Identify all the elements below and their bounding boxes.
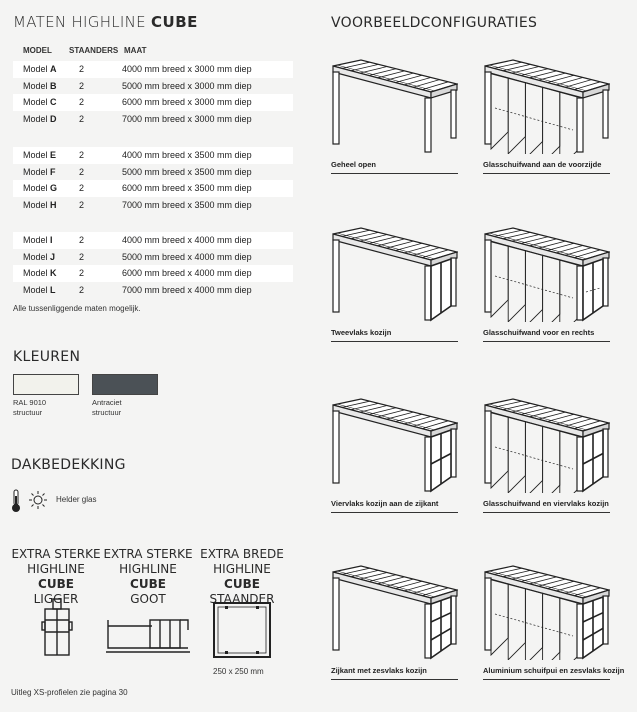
title-brand: CUBE: [151, 13, 198, 31]
model-table-group-3: [13, 232, 293, 298]
table-row: Model F 2 5000 mm breed x 3500 mm diep: [13, 164, 293, 181]
table-row: Model L 2 7000 mm breed x 4000 mm diep: [13, 282, 293, 299]
config-divider: [483, 512, 610, 513]
header-model: MODEL: [23, 46, 52, 55]
goot-profile-drawing: [104, 616, 192, 654]
model-table-group-1: [13, 61, 293, 127]
ligger-profile-drawing: [40, 598, 74, 658]
config-drawing-front-right-glass: [483, 226, 610, 322]
table-row: Model J 2 5000 mm breed x 4000 mm diep: [13, 249, 293, 266]
configs-title: VOORBEELDCONFIGURATIES: [331, 15, 538, 31]
title-prefix: MATEN HIGHLINE: [13, 13, 146, 31]
config-divider: [483, 341, 610, 342]
config-caption: Zijkant met zesvlaks kozijn: [331, 666, 427, 675]
config-drawing-side-6: [331, 564, 458, 660]
config-caption: Geheel open: [331, 160, 377, 169]
table-row: Model E 2 4000 mm breed x 3500 mm diep: [13, 147, 293, 164]
color-swatch-white: [13, 374, 79, 395]
table-row: Model B 2 5000 mm breed x 3000 mm diep: [13, 78, 293, 95]
profile-title-ligger: EXTRA STERKE HIGHLINE CUBE LIGGER: [11, 547, 101, 606]
table-row: Model D 2 7000 mm breed x 3000 mm diep: [13, 111, 293, 128]
staander-profile-drawing: [212, 601, 272, 659]
profile-title-staander: EXTRA BREDE HIGHLINE CUBE STAANDER: [200, 547, 284, 606]
config-divider: [483, 679, 610, 680]
config-drawing-side-4: [331, 397, 458, 493]
color-label-white: RAL 9010 structuur: [13, 398, 47, 417]
table-row: Model G 2 6000 mm breed x 3500 mm diep: [13, 180, 293, 197]
thermometer-icon: [10, 489, 22, 513]
footer-note: Uitleg XS-profielen zie pagina 30: [11, 688, 128, 697]
config-caption: Tweevlaks kozijn: [331, 328, 392, 337]
config-drawing-front-glass: [483, 58, 610, 154]
config-caption: Glasschuifwand aan de voorzijde: [483, 160, 602, 169]
dak-label: Helder glas: [56, 495, 97, 504]
sizes-note: Alle tussenliggende maten mogelijk.: [13, 304, 141, 313]
dakbedekking-title: DAKBEDEKKING: [11, 457, 126, 473]
table-row: Model C 2 6000 mm breed x 3000 mm diep: [13, 94, 293, 111]
config-caption: Aluminium schuifpui en zesvlaks kozijn: [483, 666, 625, 675]
config-caption: Glasschuifwand voor en rechts: [483, 328, 595, 337]
config-caption: Viervlaks kozijn aan de zijkant: [331, 499, 439, 508]
table-row: Model K 2 6000 mm breed x 4000 mm diep: [13, 265, 293, 282]
config-drawing-front-side4: [483, 397, 610, 493]
config-caption: Glasschuifwand en viervlaks kozijn: [483, 499, 609, 508]
page-title: [13, 13, 198, 31]
color-label-anthracite: Antraciet structuur: [92, 398, 122, 417]
config-divider: [331, 173, 458, 174]
model-table-group-2: [13, 147, 293, 213]
config-divider: [483, 173, 610, 174]
config-divider: [331, 341, 458, 342]
sun-icon: [28, 490, 48, 510]
header-maat: MAAT: [124, 46, 147, 55]
color-swatch-anthracite: [92, 374, 158, 395]
header-staanders: STAANDERS: [69, 46, 119, 55]
config-divider: [331, 512, 458, 513]
profile-title-goot: EXTRA STERKE HIGHLINE CUBE GOOT: [103, 547, 193, 606]
kleuren-title: KLEUREN: [13, 349, 81, 365]
table-row: Model H 2 7000 mm breed x 3500 mm diep: [13, 197, 293, 214]
config-drawing-front-side6: [483, 564, 610, 660]
config-drawing-side-2: [331, 226, 458, 322]
table-row: Model A 2 4000 mm breed x 3000 mm diep: [13, 61, 293, 78]
table-row: Model I 2 4000 mm breed x 4000 mm diep: [13, 232, 293, 249]
config-drawing-open: [331, 58, 458, 154]
staander-size: 250 x 250 mm: [213, 667, 264, 676]
config-divider: [331, 679, 458, 680]
